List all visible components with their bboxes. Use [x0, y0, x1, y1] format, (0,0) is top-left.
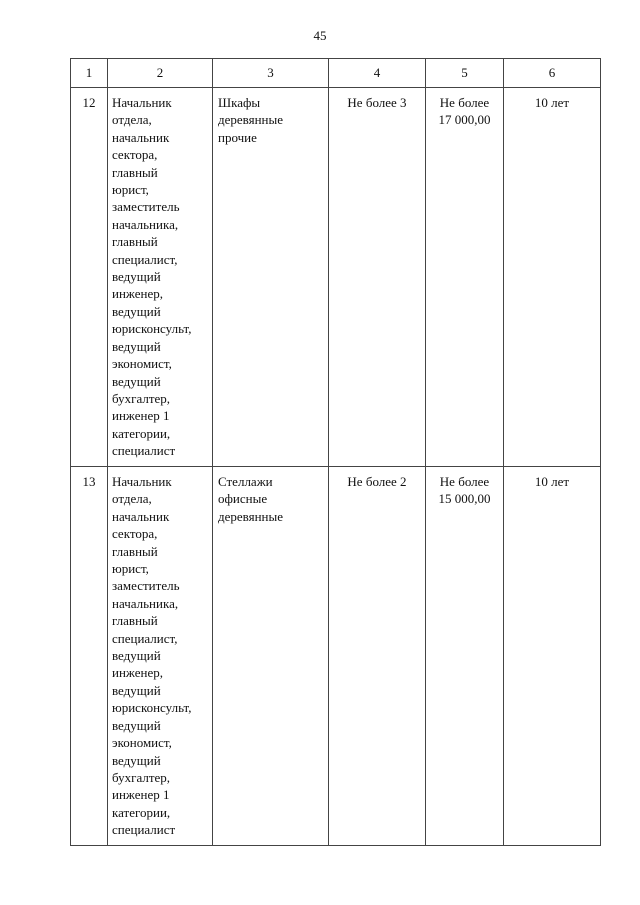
row-number: 12: [71, 88, 108, 467]
header-col-1: 1: [71, 59, 108, 88]
item-cell: Стеллажи офисные деревянные: [213, 467, 329, 846]
header-col-2: 2: [108, 59, 213, 88]
table-header-row: [71, 59, 601, 88]
header-col-3: 3: [213, 59, 329, 88]
quantity-cell: Не более 3: [329, 88, 426, 467]
quantity-cell: Не более 2: [329, 467, 426, 846]
page-number: 45: [313, 28, 327, 43]
item-cell: Шкафы деревянные прочие: [213, 88, 329, 467]
row-number: 13: [71, 467, 108, 846]
positions-cell: Начальник отдела, начальник сектора, главный юрист, заместитель начальника, главный специалист, ведущий инженер, ведущий юрисконсульт, ведущий экономист, ведущий бухгалтер, инженер 1 категории, специалист: [108, 88, 213, 467]
header-col-4: 4: [329, 59, 426, 88]
price-cell: Не более 15 000,00: [426, 467, 504, 846]
header-col-5: 5: [426, 59, 504, 88]
table-row: [71, 467, 601, 846]
price-cell: Не более 17 000,00: [426, 88, 504, 467]
table-row: [71, 88, 601, 467]
header-col-6: 6: [504, 59, 601, 88]
positions-cell: Начальник отдела, начальник сектора, главный юрист, заместитель начальника, главный специалист, ведущий инженер, ведущий юрисконсульт, ведущий экономист, ведущий бухгалтер, инженер 1 категории, специалист: [108, 467, 213, 846]
norms-table: [70, 58, 601, 846]
term-cell: 10 лет: [504, 467, 601, 846]
term-cell: 10 лет: [504, 88, 601, 467]
